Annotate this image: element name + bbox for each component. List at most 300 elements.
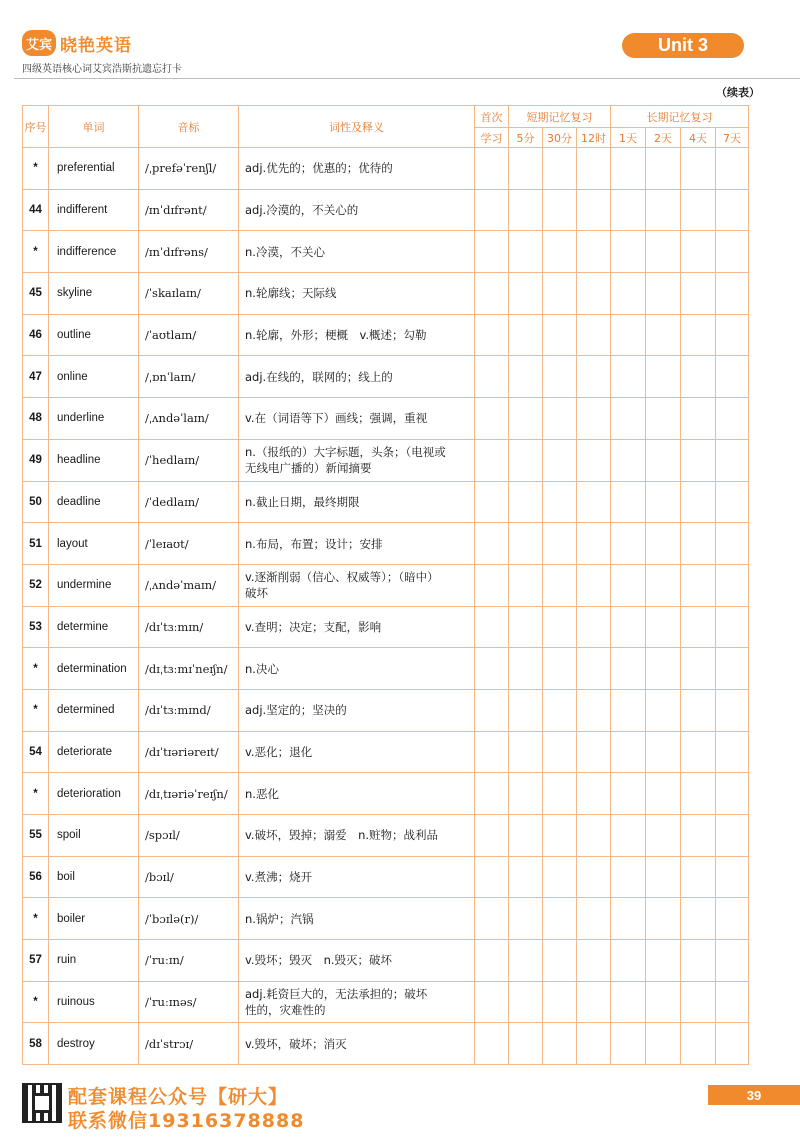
table-row (23, 231, 749, 273)
review-checkbox-cell[interactable] (543, 731, 577, 773)
row-number: 57 (23, 940, 49, 982)
review-checkbox-cell[interactable] (681, 940, 716, 982)
review-checkbox-cell[interactable] (475, 898, 509, 940)
review-checkbox-cell[interactable] (543, 398, 577, 440)
col-header-interval: 2天 (646, 128, 681, 148)
review-checkbox-cell[interactable] (716, 231, 749, 273)
review-checkbox-cell[interactable] (543, 189, 577, 231)
review-checkbox-cell[interactable] (543, 606, 577, 648)
review-checkbox-cell[interactable] (577, 398, 611, 440)
row-definition: n.轮廓线；天际线 (239, 273, 475, 315)
table-row (23, 356, 749, 398)
row-phonetic: /spɔɪl/ (139, 815, 239, 857)
row-word: ruin (49, 940, 139, 982)
row-phonetic: /ɪnˈdɪfrənt/ (139, 189, 239, 231)
review-checkbox-cell[interactable] (646, 773, 681, 815)
col-header-interval: 12时 (577, 128, 611, 148)
row-definition: v.查明；决定；支配，影响 (239, 606, 475, 648)
vocab-table-body (23, 148, 749, 1065)
review-checkbox-cell[interactable] (646, 273, 681, 315)
review-checkbox-cell[interactable] (681, 273, 716, 315)
table-row (23, 564, 749, 606)
review-checkbox-cell[interactable] (577, 856, 611, 898)
table-row (23, 648, 749, 690)
table-row (23, 940, 749, 982)
continued-label: （续表） (716, 86, 760, 99)
review-checkbox-cell[interactable] (509, 231, 543, 273)
review-checkbox-cell[interactable] (716, 189, 749, 231)
review-checkbox-cell[interactable] (646, 148, 681, 190)
review-checkbox-cell[interactable] (543, 898, 577, 940)
col-header-interval: 30分 (543, 128, 577, 148)
col-header-study: 学习 (475, 128, 509, 148)
unit-badge: Unit 3 (622, 33, 744, 58)
row-definition: v.破坏，毁掉；溺爱 n.赃物；战利品 (239, 815, 475, 857)
row-number: 50 (23, 481, 49, 523)
page-subtitle: 四级英语核心词艾宾浩斯抗遗忘打卡 (22, 64, 182, 75)
review-checkbox-cell[interactable] (509, 356, 543, 398)
review-checkbox-cell[interactable] (716, 606, 749, 648)
review-checkbox-cell[interactable] (475, 523, 509, 565)
table-row (23, 398, 749, 440)
row-definition: adj.优先的；优惠的；优待的 (239, 148, 475, 190)
row-number: * (23, 689, 49, 731)
review-checkbox-cell[interactable] (509, 481, 543, 523)
review-checkbox-cell[interactable] (716, 523, 749, 565)
col-header-interval: 7天 (716, 128, 749, 148)
row-definition: v.在（词语等下）画线；强调，重视 (239, 398, 475, 440)
review-checkbox-cell[interactable] (475, 648, 509, 690)
review-checkbox-cell[interactable] (577, 189, 611, 231)
review-checkbox-cell[interactable] (611, 898, 646, 940)
row-number: 54 (23, 731, 49, 773)
table-row (23, 815, 749, 857)
review-checkbox-cell[interactable] (681, 731, 716, 773)
review-checkbox-cell[interactable] (646, 731, 681, 773)
review-checkbox-cell[interactable] (681, 439, 716, 481)
review-checkbox-cell[interactable] (543, 773, 577, 815)
review-checkbox-cell[interactable] (509, 273, 543, 315)
table-row (23, 731, 749, 773)
review-checkbox-cell[interactable] (646, 439, 681, 481)
review-checkbox-cell[interactable] (716, 731, 749, 773)
row-number: * (23, 648, 49, 690)
review-checkbox-cell[interactable] (611, 689, 646, 731)
review-checkbox-cell[interactable] (475, 773, 509, 815)
review-checkbox-cell[interactable] (509, 856, 543, 898)
review-checkbox-cell[interactable] (611, 731, 646, 773)
review-checkbox-cell[interactable] (475, 231, 509, 273)
review-checkbox-cell[interactable] (543, 1023, 577, 1065)
row-phonetic: /ɪnˈdɪfrəns/ (139, 231, 239, 273)
row-word: determine (49, 606, 139, 648)
review-checkbox-cell[interactable] (716, 148, 749, 190)
review-checkbox-cell[interactable] (543, 314, 577, 356)
row-definition: adj.耗资巨大的，无法承担的；破坏 性的，灾难性的 (239, 981, 475, 1023)
row-definition: adj.坚定的；坚决的 (239, 689, 475, 731)
row-definition: v.毁坏；毁灭 n.毁灭；破坏 (239, 940, 475, 982)
review-checkbox-cell[interactable] (646, 189, 681, 231)
review-checkbox-cell[interactable] (681, 231, 716, 273)
table-row (23, 981, 749, 1023)
row-word: online (49, 356, 139, 398)
review-checkbox-cell[interactable] (611, 439, 646, 481)
review-checkbox-cell[interactable] (716, 398, 749, 440)
row-word: preferential (49, 148, 139, 190)
row-number: 44 (23, 189, 49, 231)
row-word: outline (49, 314, 139, 356)
row-phonetic: /ˌʌndəˈmaɪn/ (139, 564, 239, 606)
review-checkbox-cell[interactable] (577, 815, 611, 857)
review-checkbox-cell[interactable] (475, 856, 509, 898)
review-checkbox-cell[interactable] (577, 773, 611, 815)
row-word: deteriorate (49, 731, 139, 773)
review-checkbox-cell[interactable] (509, 606, 543, 648)
review-checkbox-cell[interactable] (543, 481, 577, 523)
row-phonetic: /ˈbɔɪlə(r)/ (139, 898, 239, 940)
row-phonetic: /dɪˈstrɔɪ/ (139, 1023, 239, 1065)
review-checkbox-cell[interactable] (475, 189, 509, 231)
row-word: undermine (49, 564, 139, 606)
row-number: 48 (23, 398, 49, 440)
review-checkbox-cell[interactable] (577, 314, 611, 356)
row-definition: n.截止日期，最终期限 (239, 481, 475, 523)
row-number: * (23, 773, 49, 815)
row-word: indifference (49, 231, 139, 273)
review-checkbox-cell[interactable] (509, 815, 543, 857)
row-definition: n.冷漠，不关心 (239, 231, 475, 273)
row-phonetic: /ˌɒnˈlaɪn/ (139, 356, 239, 398)
row-phonetic: /ˈruːɪnəs/ (139, 981, 239, 1023)
review-checkbox-cell[interactable] (681, 773, 716, 815)
review-checkbox-cell[interactable] (475, 815, 509, 857)
review-checkbox-cell[interactable] (475, 981, 509, 1023)
review-checkbox-cell[interactable] (509, 314, 543, 356)
review-checkbox-cell[interactable] (646, 856, 681, 898)
review-checkbox-cell[interactable] (509, 439, 543, 481)
row-phonetic: /ˈaʊtlaɪn/ (139, 314, 239, 356)
review-checkbox-cell[interactable] (475, 148, 509, 190)
review-checkbox-cell[interactable] (543, 940, 577, 982)
review-checkbox-cell[interactable] (646, 314, 681, 356)
review-checkbox-cell[interactable] (611, 481, 646, 523)
review-checkbox-cell[interactable] (681, 356, 716, 398)
review-checkbox-cell[interactable] (509, 148, 543, 190)
table-row (23, 314, 749, 356)
row-number: 47 (23, 356, 49, 398)
table-row (23, 773, 749, 815)
row-number: 58 (23, 1023, 49, 1065)
review-checkbox-cell[interactable] (543, 648, 577, 690)
review-checkbox-cell[interactable] (543, 148, 577, 190)
row-phonetic: /dɪˌtɜːmɪˈneɪʃn/ (139, 648, 239, 690)
review-checkbox-cell[interactable] (577, 564, 611, 606)
review-checkbox-cell[interactable] (646, 689, 681, 731)
row-number: * (23, 898, 49, 940)
review-checkbox-cell[interactable] (475, 689, 509, 731)
review-checkbox-cell[interactable] (475, 731, 509, 773)
row-word: indifferent (49, 189, 139, 231)
review-checkbox-cell[interactable] (543, 356, 577, 398)
review-checkbox-cell[interactable] (646, 398, 681, 440)
row-definition: v.恶化；退化 (239, 731, 475, 773)
review-checkbox-cell[interactable] (646, 1023, 681, 1065)
row-number: * (23, 231, 49, 273)
review-checkbox-cell[interactable] (577, 898, 611, 940)
review-checkbox-cell[interactable] (475, 273, 509, 315)
review-checkbox-cell[interactable] (611, 856, 646, 898)
review-checkbox-cell[interactable] (611, 606, 646, 648)
review-checkbox-cell[interactable] (646, 648, 681, 690)
table-row (23, 856, 749, 898)
review-checkbox-cell[interactable] (577, 273, 611, 315)
review-checkbox-cell[interactable] (611, 648, 646, 690)
review-checkbox-cell[interactable] (681, 981, 716, 1023)
review-checkbox-cell[interactable] (646, 815, 681, 857)
review-checkbox-cell[interactable] (509, 564, 543, 606)
review-checkbox-cell[interactable] (646, 564, 681, 606)
review-checkbox-cell[interactable] (646, 231, 681, 273)
review-checkbox-cell[interactable] (646, 981, 681, 1023)
review-checkbox-cell[interactable] (681, 689, 716, 731)
header-divider (14, 78, 800, 79)
review-checkbox-cell[interactable] (646, 940, 681, 982)
table-row (23, 606, 749, 648)
col-header-interval: 1天 (611, 128, 646, 148)
review-checkbox-cell[interactable] (611, 815, 646, 857)
review-checkbox-cell[interactable] (611, 981, 646, 1023)
review-checkbox-cell[interactable] (577, 148, 611, 190)
review-checkbox-cell[interactable] (681, 481, 716, 523)
review-checkbox-cell[interactable] (509, 898, 543, 940)
review-checkbox-cell[interactable] (611, 273, 646, 315)
col-header-word: 单词 (49, 106, 139, 148)
row-definition: n.布局，布置；设计；安排 (239, 523, 475, 565)
row-word: boil (49, 856, 139, 898)
row-number: 56 (23, 856, 49, 898)
col-header-definition: 词性及释义 (239, 106, 475, 148)
review-checkbox-cell[interactable] (681, 148, 716, 190)
review-checkbox-cell[interactable] (681, 898, 716, 940)
row-word: destroy (49, 1023, 139, 1065)
review-checkbox-cell[interactable] (577, 981, 611, 1023)
review-checkbox-cell[interactable] (509, 398, 543, 440)
row-phonetic: /ˈhedlaɪn/ (139, 439, 239, 481)
review-checkbox-cell[interactable] (577, 689, 611, 731)
review-checkbox-cell[interactable] (681, 523, 716, 565)
review-checkbox-cell[interactable] (611, 398, 646, 440)
review-checkbox-cell[interactable] (716, 481, 749, 523)
row-phonetic: /ˌprefəˈrenʃl/ (139, 148, 239, 190)
review-checkbox-cell[interactable] (611, 773, 646, 815)
row-definition: n.（报纸的）大字标题，头条；（电视或 无线电广播的）新闻摘要 (239, 439, 475, 481)
review-checkbox-cell[interactable] (543, 523, 577, 565)
row-definition: v.毁坏，破坏；消灭 (239, 1023, 475, 1065)
row-number: 46 (23, 314, 49, 356)
review-checkbox-cell[interactable] (716, 564, 749, 606)
row-phonetic: /dɪˈtɪəriəreɪt/ (139, 731, 239, 773)
col-header-phonetic: 音标 (139, 106, 239, 148)
table-row (23, 189, 749, 231)
review-checkbox-cell[interactable] (577, 648, 611, 690)
review-checkbox-cell[interactable] (716, 940, 749, 982)
review-checkbox-cell[interactable] (611, 356, 646, 398)
review-checkbox-cell[interactable] (577, 1023, 611, 1065)
review-checkbox-cell[interactable] (509, 689, 543, 731)
row-word: deterioration (49, 773, 139, 815)
review-checkbox-cell[interactable] (543, 981, 577, 1023)
col-header-interval: 4天 (681, 128, 716, 148)
table-row (23, 481, 749, 523)
row-word: deadline (49, 481, 139, 523)
review-checkbox-cell[interactable] (716, 273, 749, 315)
review-checkbox-cell[interactable] (716, 856, 749, 898)
review-checkbox-cell[interactable] (681, 648, 716, 690)
row-word: boiler (49, 898, 139, 940)
review-checkbox-cell[interactable] (543, 815, 577, 857)
review-checkbox-cell[interactable] (509, 940, 543, 982)
review-checkbox-cell[interactable] (543, 856, 577, 898)
brand-logo: 艾宾 (22, 30, 56, 56)
review-checkbox-cell[interactable] (646, 523, 681, 565)
review-checkbox-cell[interactable] (475, 564, 509, 606)
row-word: determined (49, 689, 139, 731)
review-checkbox-cell[interactable] (577, 731, 611, 773)
col-header-short-term: 短期记忆复习 (509, 106, 611, 128)
review-checkbox-cell[interactable] (716, 648, 749, 690)
review-checkbox-cell[interactable] (475, 398, 509, 440)
qr-code-icon (22, 1083, 62, 1123)
review-checkbox-cell[interactable] (577, 606, 611, 648)
col-header-first: 首次 (475, 106, 509, 128)
row-number: * (23, 981, 49, 1023)
row-number: 45 (23, 273, 49, 315)
review-checkbox-cell[interactable] (509, 731, 543, 773)
review-checkbox-cell[interactable] (681, 606, 716, 648)
col-header-long-term: 长期记忆复习 (611, 106, 749, 128)
row-word: layout (49, 523, 139, 565)
review-checkbox-cell[interactable] (509, 1023, 543, 1065)
row-phonetic: /ˈdedlaɪn/ (139, 481, 239, 523)
review-checkbox-cell[interactable] (646, 898, 681, 940)
review-checkbox-cell[interactable] (509, 189, 543, 231)
review-checkbox-cell[interactable] (611, 231, 646, 273)
row-phonetic: /ˈskaɪlaɪn/ (139, 273, 239, 315)
vocab-table (22, 105, 749, 1065)
review-checkbox-cell[interactable] (509, 981, 543, 1023)
row-phonetic: /bɔɪl/ (139, 856, 239, 898)
review-checkbox-cell[interactable] (681, 189, 716, 231)
row-word: spoil (49, 815, 139, 857)
review-checkbox-cell[interactable] (475, 314, 509, 356)
row-number: * (23, 148, 49, 190)
review-checkbox-cell[interactable] (716, 815, 749, 857)
col-header-no: 序号 (23, 106, 49, 148)
review-checkbox-cell[interactable] (475, 940, 509, 982)
review-checkbox-cell[interactable] (577, 231, 611, 273)
review-checkbox-cell[interactable] (475, 1023, 509, 1065)
review-checkbox-cell[interactable] (716, 439, 749, 481)
review-checkbox-cell[interactable] (543, 689, 577, 731)
review-checkbox-cell[interactable] (716, 981, 749, 1023)
review-checkbox-cell[interactable] (475, 439, 509, 481)
review-checkbox-cell[interactable] (646, 481, 681, 523)
brand-name: 晓艳英语 (60, 35, 132, 56)
row-number: 51 (23, 523, 49, 565)
table-row (23, 439, 749, 481)
row-definition: adj.冷漠的，不关心的 (239, 189, 475, 231)
review-checkbox-cell[interactable] (475, 356, 509, 398)
review-checkbox-cell[interactable] (611, 314, 646, 356)
review-checkbox-cell[interactable] (611, 148, 646, 190)
review-checkbox-cell[interactable] (646, 606, 681, 648)
table-row (23, 523, 749, 565)
review-checkbox-cell[interactable] (577, 940, 611, 982)
review-checkbox-cell[interactable] (577, 356, 611, 398)
review-checkbox-cell[interactable] (681, 1023, 716, 1065)
row-phonetic: /ˌʌndəˈlaɪn/ (139, 398, 239, 440)
row-number: 53 (23, 606, 49, 648)
review-checkbox-cell[interactable] (681, 856, 716, 898)
review-checkbox-cell[interactable] (681, 314, 716, 356)
review-checkbox-cell[interactable] (611, 523, 646, 565)
review-checkbox-cell[interactable] (475, 481, 509, 523)
review-checkbox-cell[interactable] (716, 689, 749, 731)
review-checkbox-cell[interactable] (716, 1023, 749, 1065)
review-checkbox-cell[interactable] (509, 773, 543, 815)
review-checkbox-cell[interactable] (577, 523, 611, 565)
review-checkbox-cell[interactable] (543, 564, 577, 606)
row-definition: n.决心 (239, 648, 475, 690)
review-checkbox-cell[interactable] (577, 481, 611, 523)
review-checkbox-cell[interactable] (611, 940, 646, 982)
row-word: underline (49, 398, 139, 440)
review-checkbox-cell[interactable] (543, 231, 577, 273)
review-checkbox-cell[interactable] (716, 898, 749, 940)
review-checkbox-cell[interactable] (716, 314, 749, 356)
row-phonetic: /dɪˈtɜːmɪn/ (139, 606, 239, 648)
review-checkbox-cell[interactable] (716, 773, 749, 815)
review-checkbox-cell[interactable] (716, 356, 749, 398)
row-word: skyline (49, 273, 139, 315)
review-checkbox-cell[interactable] (577, 439, 611, 481)
review-checkbox-cell[interactable] (509, 648, 543, 690)
review-checkbox-cell[interactable] (681, 564, 716, 606)
row-definition: n.锅炉；汽锅 (239, 898, 475, 940)
brand (22, 30, 132, 56)
review-checkbox-cell[interactable] (543, 273, 577, 315)
review-checkbox-cell[interactable] (475, 606, 509, 648)
review-checkbox-cell[interactable] (611, 1023, 646, 1065)
review-checkbox-cell[interactable] (509, 523, 543, 565)
review-checkbox-cell[interactable] (543, 439, 577, 481)
row-phonetic: /ˈleɪaʊt/ (139, 523, 239, 565)
row-definition: adj.在线的，联网的；线上的 (239, 356, 475, 398)
review-checkbox-cell[interactable] (681, 398, 716, 440)
review-checkbox-cell[interactable] (681, 815, 716, 857)
table-row (23, 148, 749, 190)
row-word: headline (49, 439, 139, 481)
row-number: 49 (23, 439, 49, 481)
table-row (23, 1023, 749, 1065)
col-header-interval: 5分 (509, 128, 543, 148)
row-phonetic: /dɪˈtɜːmɪnd/ (139, 689, 239, 731)
row-definition: v.逐渐削弱（信心、权威等）；（暗中） 破坏 (239, 564, 475, 606)
review-checkbox-cell[interactable] (646, 356, 681, 398)
review-checkbox-cell[interactable] (611, 564, 646, 606)
review-checkbox-cell[interactable] (611, 189, 646, 231)
footer-promo-line1: 配套课程公众号【研大】 (68, 1086, 289, 1108)
